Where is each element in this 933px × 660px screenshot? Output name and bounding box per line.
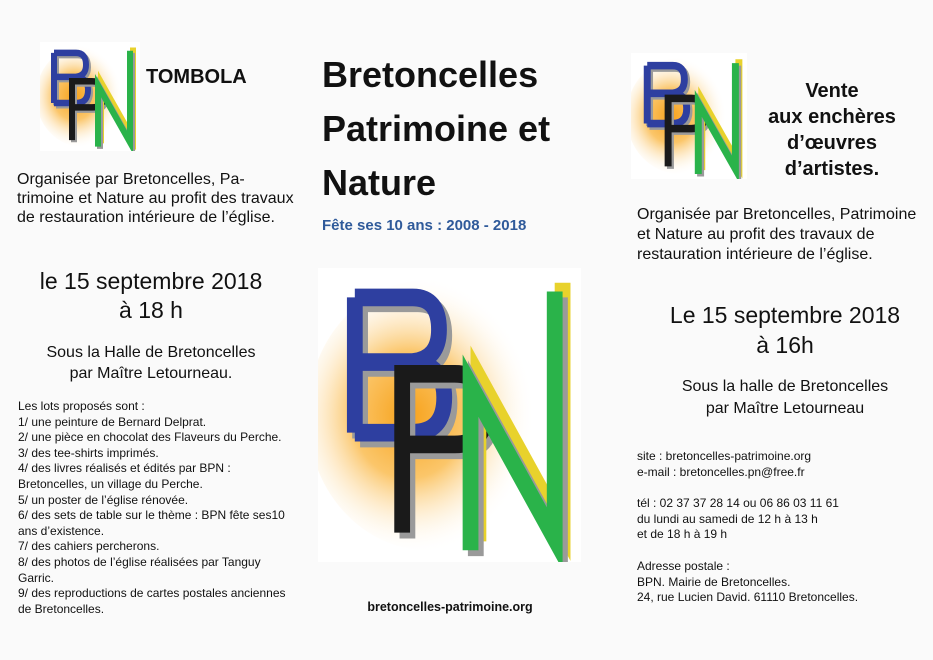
lots-list xyxy=(18,399,293,617)
website-link[interactable]: bretoncelles-patrimoine.org xyxy=(367,600,533,614)
bpn-logo-icon xyxy=(631,53,747,179)
bpn-logo-main xyxy=(318,268,581,562)
contact-block xyxy=(637,449,927,606)
list-item: 9/ des reproductions de cartes postales anciennes de Bretoncelles. xyxy=(18,586,286,616)
list-item: 1/ une peinture de Bernard Delprat. xyxy=(18,414,207,429)
auction-title-line4: d’artistes. xyxy=(784,158,880,180)
main-title-line1: Bretoncelles xyxy=(322,54,539,95)
contact-site[interactable]: site : bretoncelles-patrimoine.org xyxy=(637,449,812,463)
list-item: 6/ des sets de table sur le thème : BPN fête ses10 ans d’existence. xyxy=(18,508,285,538)
postal-line-1: BPN. Mairie de Bretoncelles. xyxy=(637,574,791,589)
tombola-date-line1: le 15 septembre 2018 xyxy=(39,268,263,294)
auction-title-line1: Vente xyxy=(805,80,859,102)
auction-title-line2: aux enchères xyxy=(768,106,896,128)
lots-intro: Les lots proposés sont : xyxy=(18,399,145,413)
postal-line-2: 24, rue Lucien David. 61110 Bretoncelles. xyxy=(637,590,859,605)
auction-place xyxy=(640,376,930,419)
tombola-place xyxy=(17,343,285,385)
auction-date-line2: à 16h xyxy=(756,331,814,358)
main-title-line3: Nature xyxy=(322,162,437,203)
postal-label: Adresse postale : xyxy=(637,558,730,573)
auction-date-line1: Le 15 septembre 2018 xyxy=(669,302,901,328)
list-item: 4/ des livres réalisés et édités par BPN : Bretoncelles, un village du Perche. xyxy=(18,461,231,491)
auction-title xyxy=(752,78,912,182)
list-item: 5/ un poster de l’église rénovée. xyxy=(18,492,189,507)
tombola-place-line1: Sous la Halle de Bretoncelles xyxy=(46,344,256,361)
contact-email[interactable]: e-mail : bretoncelles.pn@free.fr xyxy=(637,464,805,479)
tombola-date xyxy=(17,267,285,325)
auction-place-line2: par Maître Letourneau xyxy=(705,399,865,417)
bpn-logo-icon xyxy=(40,42,140,151)
contact-hours-1: du lundi au samedi de 12 h à 13 h xyxy=(637,511,818,526)
bpn-logo-right xyxy=(631,53,747,179)
auction-title-line3: d’œuvres xyxy=(786,132,878,154)
tombola-title: TOMBOLA xyxy=(146,66,247,88)
auction-organizer-text: Organisée par Bretoncelles, Patrimoine et Nature au profit des travaux de restauration intérieure de l’église. xyxy=(637,206,917,263)
main-title xyxy=(322,48,550,210)
list-item: 3/ des tee-shirts imprimés. xyxy=(18,445,159,460)
list-item: 8/ des photos de l’église réalisées par Tanguy Garric. xyxy=(18,554,261,585)
contact-phone: tél : 02 37 37 28 14 ou 06 86 03 11 61 xyxy=(637,496,839,511)
contact-hours-2: et de 18 h à 19 h xyxy=(637,527,728,542)
auction-place-line1: Sous la halle de Bretoncelles xyxy=(681,378,889,395)
tombola-place-line2: par Maître Letourneau. xyxy=(69,364,233,382)
tombola-date-line2: à 18 h xyxy=(119,296,183,323)
auction-date xyxy=(640,301,930,361)
main-title-line2: Patrimoine et xyxy=(322,108,551,149)
anniversary-subtitle: Fête ses 10 ans : 2008 - 2018 xyxy=(322,217,527,234)
tombola-organizer-text: Organisée par Bretoncelles, Pa-trimoine et Nature au profit des travaux de restauration intérieure de l’église. xyxy=(17,171,294,227)
bpn-logo-icon xyxy=(318,268,581,562)
list-item: 2/ une pièce en chocolat des Flaveurs du Perche. xyxy=(18,430,282,445)
bpn-logo-left xyxy=(40,42,140,151)
list-item: 7/ des cahiers percherons. xyxy=(18,539,160,554)
